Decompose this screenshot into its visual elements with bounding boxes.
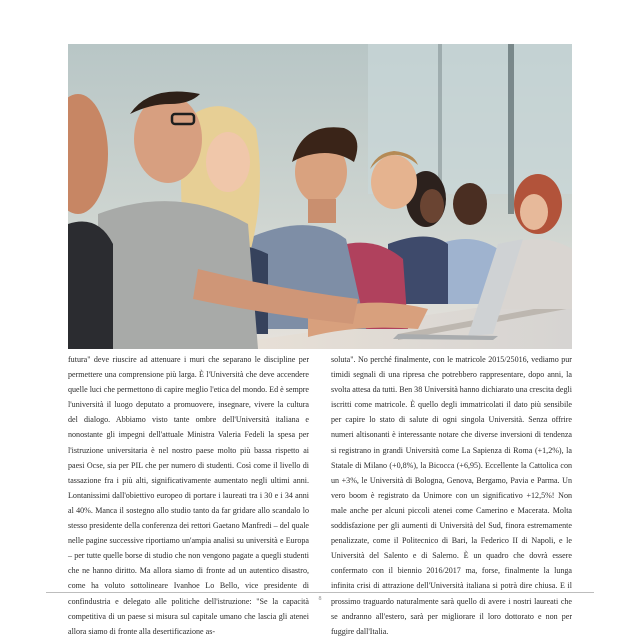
students-illustration [68, 44, 572, 349]
article-column-left: futura" deve riuscire ad attenuare i muri che separano le discipline per permettere una comprensione più larga. È l'Università che deve accendere quelle luci che permettono di capire meglio l'etica del mondo. Ed è sempre l'università il luogo deputato a promuovere, insegnare, vivere la cultura del dialogo. Abbiamo visto tante ombre dell'Università italiana e nonostante gli impegni dell'attuale Ministra Valeria Fedeli la spesa per l'istruzione universitaria è nel nostro paese molto più bassa rispetto ai paesi Ocse, sia per PIL che per numero di studenti. Così come il livello di tassazione fra i più alti, significativamente aumentato negli ultimi anni. Lontanissimi dall'obiettivo europeo di portare i laureati tra i 30 e i 34 anni al 40%. Manca il sostegno allo studio tanto da far gridare allo scandalo lo stesso presidente della conferenza dei rettori Gaetano Manfredi – del quale nelle pagine successive riportiamo un'ampia analisi su università e Europa – per tutte quelle borse di studio che non vengono pagate a quegli studenti che ne hanno diritto. Ma allora siamo di fronte ad un autentico disastro, come ha voluto sottolineare Ivanhoe Lo Bello, vice presidente di confindustria e delegato alle politiche dell'istruzione: "Se la capacità competitiva di un paese si misura sul capitale umano che lascia gli atenei allora siamo di fronte alla desertificazione as- [68, 355, 309, 636]
students-lecture-photo [68, 44, 572, 349]
page-number: 8 [318, 596, 322, 602]
footer-rule [46, 592, 594, 593]
article-column-right: soluta". No perché finalmente, con le matricole 2015/25016, vediamo pur timidi segnali di una ripresa che potrebbero rappresentare, dopo anni, la svolta attesa da tutti. Ben 38 Università hanno dichiarato una crescita degli iscritti come matricole. È quello degli immatricolati il dato più sensibile per capire lo stato di salute di ogni singola Università. Senza offrire numeri altisonanti è interessante notare che diverse inversioni di tendenza si registrano in grandi Università come La Sapienza di Roma (+1,2%), la Statale di Milano (+0,8%), la Bicocca (+6,95). Eccellente la Cattolica con un +3%, le Università di Bologna, Genova, Bergamo, Pavia e Parma. Un vero boom è registrato da Unimore con un significativo +12,5%! Non male anche per alcuni piccoli atenei come Camerino e Macerata. Molta soddisfazione per gli aumenti di Università del Sud, finora estremamente penalizzate, come il Politecnico di Bari, la Federico II di Napoli, e le Università del Salento e di Salerno. È un quadro che dovrà essere confermato con il biennio 2016/2017 ma, forse, finalmente la lunga infinita crisi di attrazione dell'Università italiana si potrà dire chiusa. E il prossimo traguardo naturalmente sarà quello di avere i nostri laureati che se andranno all'estero, sarà per migliorare il loro dottorato e non per fuggire dall'Italia. [331, 355, 572, 636]
